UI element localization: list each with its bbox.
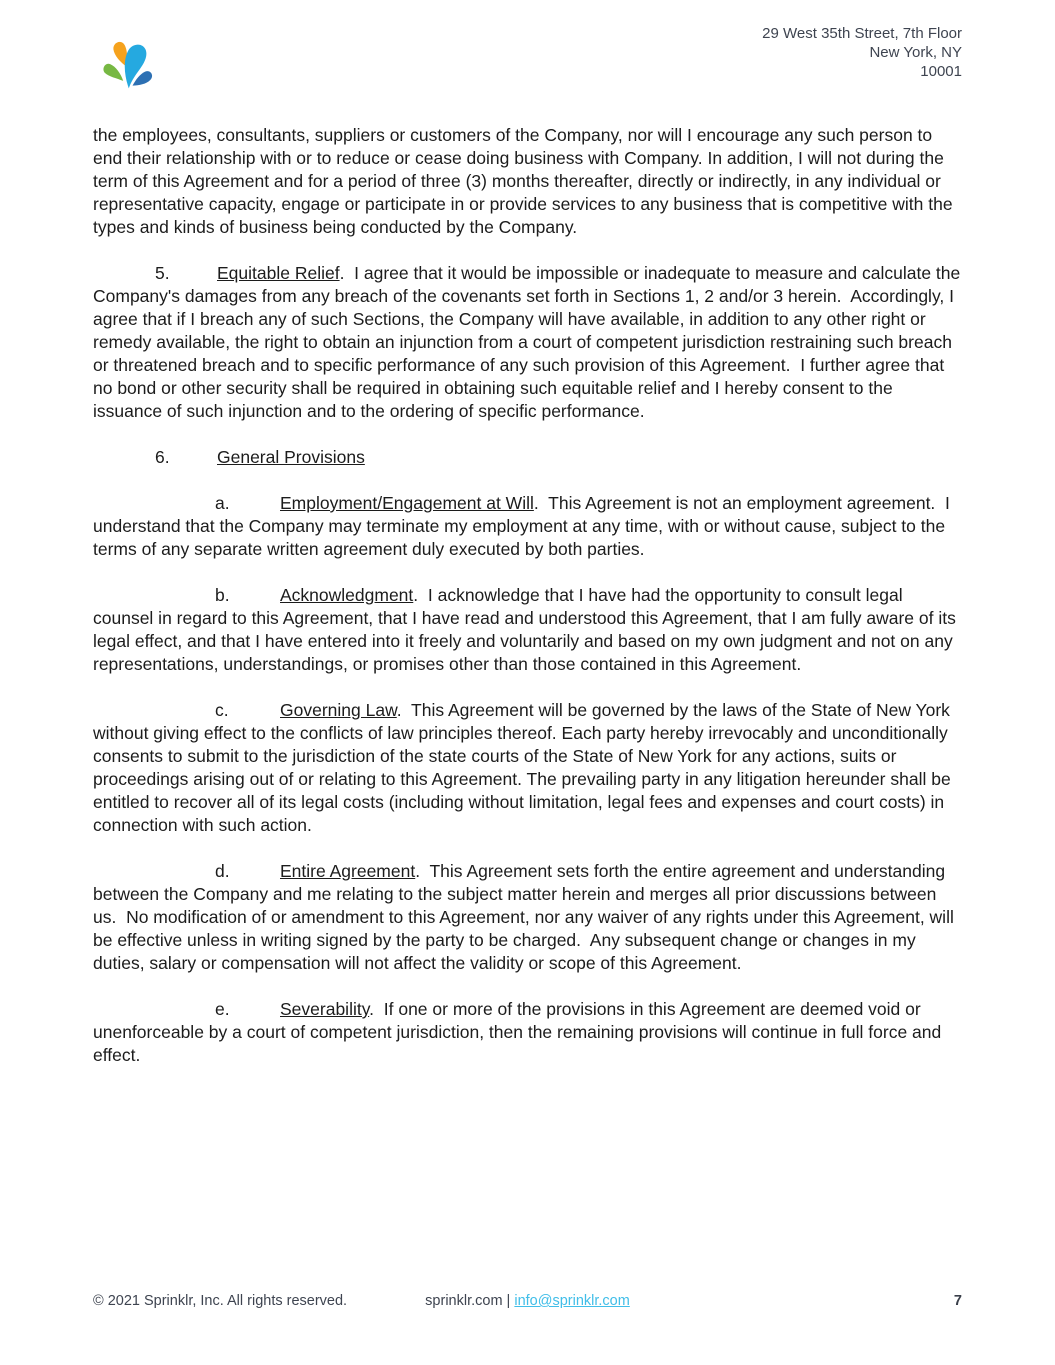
agreement-paragraph bbox=[93, 860, 962, 975]
clause-text: . This Agreement is not an employment agreement. I understand that the Company may terminate my employment at any time, with or without cause, subject to the terms of any separate written agreement duly executed by both parties. bbox=[93, 493, 955, 559]
logo-drop-green bbox=[103, 64, 123, 81]
clause-heading: Severability bbox=[280, 999, 370, 1019]
clause-label: a. bbox=[215, 493, 230, 513]
address-line-1: 29 West 35th Street, 7th Floor bbox=[762, 25, 962, 42]
clause-heading: Governing Law bbox=[280, 700, 397, 720]
clause-heading: General Provisions bbox=[217, 447, 365, 467]
footer-separator: | bbox=[502, 1293, 515, 1309]
clause-heading: Employment/Engagement at Will bbox=[280, 493, 534, 513]
copyright-text: © 2021 Sprinklr, Inc. All rights reserved. bbox=[93, 1293, 348, 1309]
clause-label: d. bbox=[215, 861, 230, 881]
page-number: 7 bbox=[953, 1293, 962, 1309]
clause-text: . I agree that it would be impossible or inadequate to measure and calculate the Company's damages from any breach of the covenants set forth in Sections 1, 2 and/or 3 herein. Accordingly, I agree that if I breach any of such Sections, the Company will have available, in addition to any other right or remedy available, the right to obtain an injunction from a court of competent jurisdiction restraining such breach or threatened breach and to specific performance of any such provision of this Agreement. I further agree that no bond or other security shall be required in obtaining such equitable relief and I hereby consent to the issuance of such injunction and to the ordering of specific performance. bbox=[93, 263, 966, 421]
email-link[interactable]: info@sprinklr.com bbox=[514, 1293, 630, 1309]
document-body bbox=[93, 124, 966, 1090]
clause-label: e. bbox=[215, 999, 230, 1019]
agreement-paragraph bbox=[93, 124, 962, 239]
clause-heading: Acknowledgment bbox=[280, 585, 414, 605]
clause-label: 6. bbox=[155, 447, 170, 467]
clause-label: 5. bbox=[155, 263, 170, 283]
agreement-paragraph bbox=[93, 699, 962, 837]
website-text: sprinklr.com bbox=[425, 1293, 503, 1309]
agreement-paragraph bbox=[93, 262, 966, 423]
agreement-paragraph bbox=[93, 492, 962, 561]
clause-heading: Entire Agreement bbox=[280, 861, 416, 881]
clause-text: . This Agreement will be governed by the laws of the State of New York without giving effect to the conflicts of law principles thereof. Each party hereby irrevocably and unconditionally consents to submit to the jurisdiction of the state courts of the State of New York for any actions, suits or proceedings arising out of or relating to this Agreement. The prevailing party in any litigation hereunder shall be entitled to recover all of its legal costs (including without limitation, legal fees and expenses and court costs) in connection with such action. bbox=[93, 700, 956, 835]
clause-text: the employees, consultants, suppliers or customers of the Company, nor will I encourage any such person to end their relationship with or to reduce or cease doing business with Company. In addition, I will not during the term of this Agreement and for a period of three (3) months thereafter, directly or indirectly, in any individual or representative capacity, engage or participate in or provide services to any business that is competitive with the types and kinds of business being conducted by the Company. bbox=[93, 125, 958, 237]
agreement-paragraph bbox=[93, 998, 962, 1067]
clause-text: . This Agreement sets forth the entire agreement and understanding between the Company and me relating to the subject matter herein and merges all prior discussions between us. No modification of or amendment to this Agreement, nor any waiver of any rights under this Agreement, will be effective unless in writing signed by the party to be charged. Any subsequent change or changes in my duties, salary or compensation will not affect the validity or scope of this Agreement. bbox=[93, 861, 959, 973]
address-line-2: New York, NY bbox=[869, 44, 962, 61]
sprinklr-logo-icon bbox=[98, 38, 154, 94]
clause-text: . If one or more of the provisions in this Agreement are deemed void or unenforceable by a court of competent jurisdiction, then the remaining provisions will continue in full force and effect. bbox=[93, 999, 947, 1065]
company-address bbox=[762, 24, 962, 81]
footer-contact bbox=[93, 1292, 962, 1310]
agreement-paragraph bbox=[93, 446, 962, 469]
clause-heading: Equitable Relief bbox=[217, 263, 340, 283]
clause-label: c. bbox=[215, 700, 229, 720]
agreement-paragraph bbox=[93, 584, 962, 676]
clause-text: . I acknowledge that I have had the opportunity to consult legal counsel in regard to this Agreement, that I have read and understood this Agreement, that I am fully aware of its legal effect, and that I have entered into it freely and voluntarily and based on my own judgment and not on any representations, understandings, or promises other than those contained in this Agreement. bbox=[93, 585, 961, 674]
clause-label: b. bbox=[215, 585, 230, 605]
address-line-3: 10001 bbox=[920, 63, 962, 80]
